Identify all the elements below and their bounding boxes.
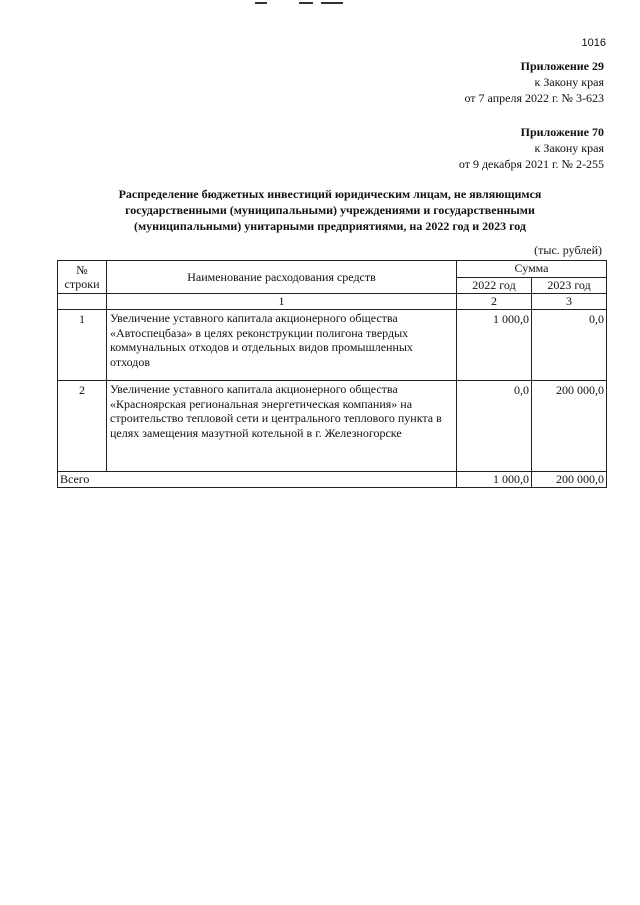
- appendix-current: [464, 58, 604, 106]
- document-title-line: Распределение бюджетных инвестиций юридическим лицам, не являющимся: [118, 187, 542, 201]
- scan-marks: [255, 0, 345, 6]
- header-row-number: № строки: [58, 261, 107, 294]
- total-label: Всего: [58, 472, 457, 488]
- row-value-2022: 0,0: [457, 381, 532, 472]
- table-row: [58, 381, 607, 472]
- row-description: Увеличение уставного капитала акционерного общества «Автоспецбаза» в целях реконструкции полигона твердых коммунальных отходов и отдельных видов промышленных отходов: [107, 310, 457, 381]
- header-year-2023: 2023 год: [532, 277, 607, 294]
- row-value-2023: 0,0: [532, 310, 607, 381]
- table-total-row: [58, 472, 607, 488]
- header-name: Наименование расходования средств: [107, 261, 457, 294]
- total-value-2023: 200 000,0: [532, 472, 607, 488]
- row-number: 2: [58, 381, 107, 472]
- table-row: [58, 310, 607, 381]
- total-value-2022: 1 000,0: [457, 472, 532, 488]
- row-description: Увеличение уставного капитала акционерного общества «Красноярская региональная энергетическая компания» на строительство тепловой сети и центрального теплового пункта в целях замещения мазутной котельной в г. Железногорске: [107, 381, 457, 472]
- units-label: (тыс. рублей): [534, 243, 602, 257]
- document-title-line: (муниципальными) унитарными предприятиями, на 2022 год и 2023 год: [134, 219, 526, 233]
- row-value-2022: 1 000,0: [457, 310, 532, 381]
- column-number: 1: [107, 294, 457, 310]
- column-number-empty: [58, 294, 107, 310]
- column-number: 3: [532, 294, 607, 310]
- header-year-2022: 2022 год: [457, 277, 532, 294]
- appendix-current-law: к Закону края: [534, 75, 604, 89]
- page-number: 1016: [581, 37, 606, 49]
- header-sum: Сумма: [457, 261, 607, 278]
- row-value-2023: 200 000,0: [532, 381, 607, 472]
- document-title: [90, 186, 570, 234]
- row-number: 1: [58, 310, 107, 381]
- appendix-current-title: Приложение 29: [520, 59, 604, 73]
- appendix-original-law: к Закону края: [534, 141, 604, 155]
- appendix-original: [459, 124, 604, 172]
- document-title-line: государственными (муниципальными) учреждениями и государственными: [125, 203, 535, 217]
- appendix-current-date: от 7 апреля 2022 г. № 3-623: [464, 91, 604, 105]
- column-number: 2: [457, 294, 532, 310]
- appendix-original-title: Приложение 70: [520, 125, 604, 139]
- budget-table: [57, 260, 607, 488]
- table-header-row: [58, 261, 607, 278]
- column-numbers-row: [58, 294, 607, 310]
- appendix-original-date: от 9 декабря 2021 г. № 2-255: [458, 157, 604, 171]
